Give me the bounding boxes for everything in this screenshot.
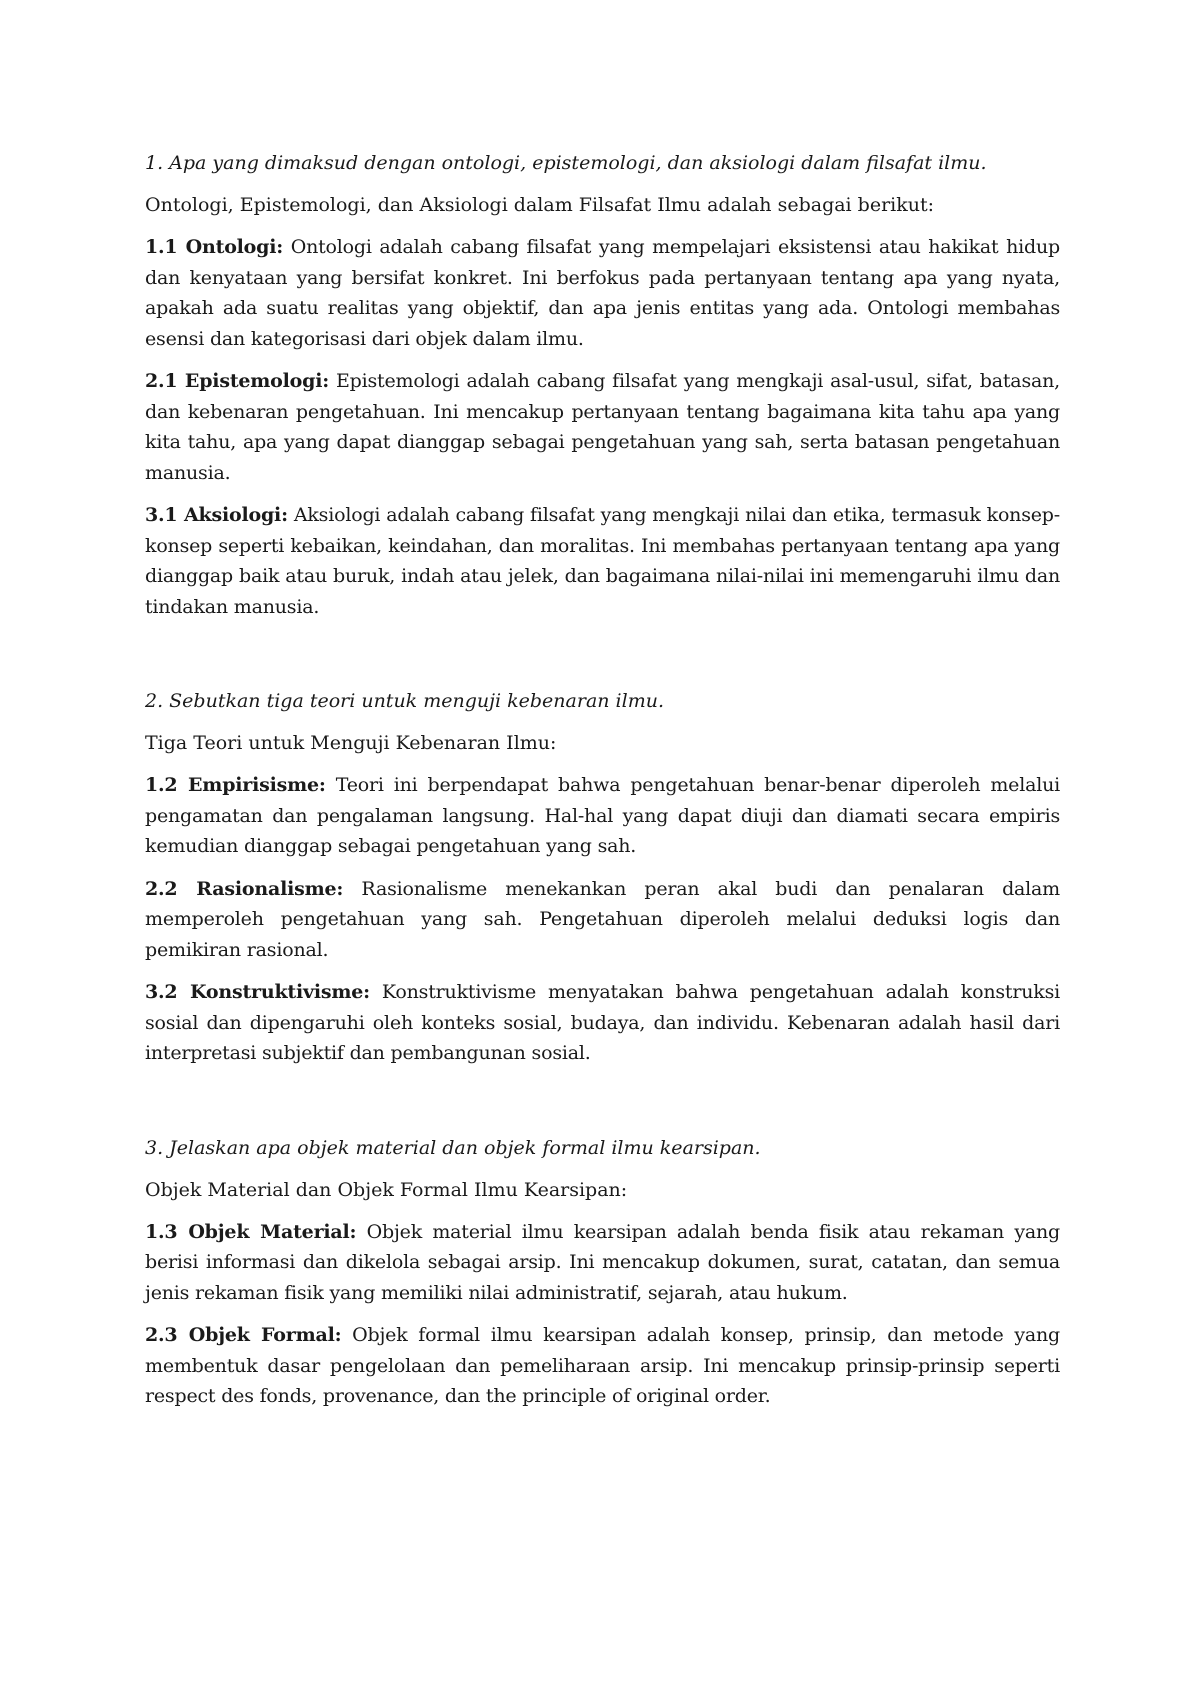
item-term: 1.3 Objek Material: — [145, 1220, 357, 1243]
item-objek-formal — [145, 1320, 1060, 1412]
section-intro: Objek Material dan Objek Formal Ilmu Kearsipan: — [145, 1178, 628, 1201]
section-intro: Ontologi, Epistemologi, dan Aksiologi dalam Filsafat Ilmu adalah sebagai berikut: — [145, 194, 935, 216]
item-rasionalisme — [145, 874, 1060, 966]
question-heading: 3. Jelaskan apa objek material dan objek formal ilmu kearsipan. — [145, 1136, 761, 1159]
item-epistemologi — [145, 366, 1060, 488]
item-text: Aksiologi adalah cabang filsafat yang mengkaji nilai dan etika, termasuk konsep-konsep seperti kebaikan, keindahan, dan moralitas. Ini membahas pertanyaan tentang apa yang dianggap baik atau buruk, indah atau jelek, dan bagaimana nilai-nilai ini memengaruhi ilmu dan tindakan manusia. — [145, 504, 1060, 618]
item-konstruktivisme — [145, 977, 1060, 1069]
item-term: 1.1 Ontologi: — [145, 236, 284, 258]
item-term: 2.1 Epistemologi: — [145, 370, 330, 392]
question-heading: 1. Apa yang dimaksud dengan ontologi, epistemologi, dan aksiologi dalam filsafat ilmu. — [145, 152, 987, 174]
item-text: Konstruktivisme menyatakan bahwa pengetahuan adalah konstruksi sosial dan dipengaruhi oleh konteks sosial, budaya, dan individu. Kebenaran adalah hasil dari interpretasi subjektif dan pembangunan sosial. — [145, 981, 1060, 1064]
item-empirisisme — [145, 770, 1060, 862]
item-term: 2.2 Rasionalisme: — [145, 877, 344, 900]
item-text: Rasionalisme menekankan peran akal budi dan penalaran dalam memperoleh pengetahuan yang sah. Pengetahuan diperoleh melalui deduksi logis dan pemikiran rasional. — [145, 877, 1060, 961]
item-objek-material — [145, 1217, 1060, 1309]
item-term: 3.2 Konstruktivisme: — [145, 981, 370, 1003]
item-text: Teori ini berpendapat bahwa pengetahuan benar-benar diperoleh melalui pengamatan dan pengalaman langsung. Hal-hal yang dapat diuji dan diamati secara empiris kemudian dianggap sebagai pengetahuan yang sah. — [145, 774, 1060, 857]
item-term: 2.3 Objek Formal: — [145, 1324, 342, 1346]
item-ontologi — [145, 232, 1060, 354]
section-2 — [145, 686, 1060, 1069]
question-heading: 2. Sebutkan tiga teori untuk menguji kebenaran ilmu. — [145, 690, 665, 712]
item-text: Objek formal ilmu kearsipan adalah konsep, prinsip, dan metode yang membentuk dasar pengelolaan dan pemeliharaan arsip. Ini mencakup prinsip-prinsip seperti respect des fonds, provenance, dan the principle of original order. — [145, 1324, 1060, 1407]
item-text: Epistemologi adalah cabang filsafat yang mengkaji asal-usul, sifat, batasan, dan kebenaran pengetahuan. Ini mencakup pertanyaan tentang bagaimana kita tahu apa yang kita tahu, apa yang dapat dianggap sebagai pengetahuan yang sah, serta batasan pengetahuan manusia. — [145, 370, 1060, 484]
item-term: 3.1 Aksiologi: — [145, 504, 288, 526]
section-intro: Tiga Teori untuk Menguji Kebenaran Ilmu: — [145, 732, 557, 754]
document-page — [145, 148, 1060, 1476]
item-text: Objek material ilmu kearsipan adalah benda fisik atau rekaman yang berisi informasi dan dikelola sebagai arsip. Ini mencakup dokumen, surat, catatan, dan semua jenis rekaman fisik yang memiliki nilai administratif, sejarah, atau hukum. — [145, 1220, 1060, 1304]
item-term: 1.2 Empirisisme: — [145, 774, 326, 796]
section-1 — [145, 148, 1060, 622]
section-3 — [145, 1133, 1060, 1412]
item-aksiologi — [145, 500, 1060, 622]
item-text: Ontologi adalah cabang filsafat yang mempelajari eksistensi atau hakikat hidup dan kenyataan yang bersifat konkret. Ini berfokus pada pertanyaan tentang apa yang nyata, apakah ada suatu realitas yang objektif, dan apa jenis entitas yang ada. Ontologi membahas esensi dan kategorisasi dari objek dalam ilmu. — [145, 236, 1060, 350]
